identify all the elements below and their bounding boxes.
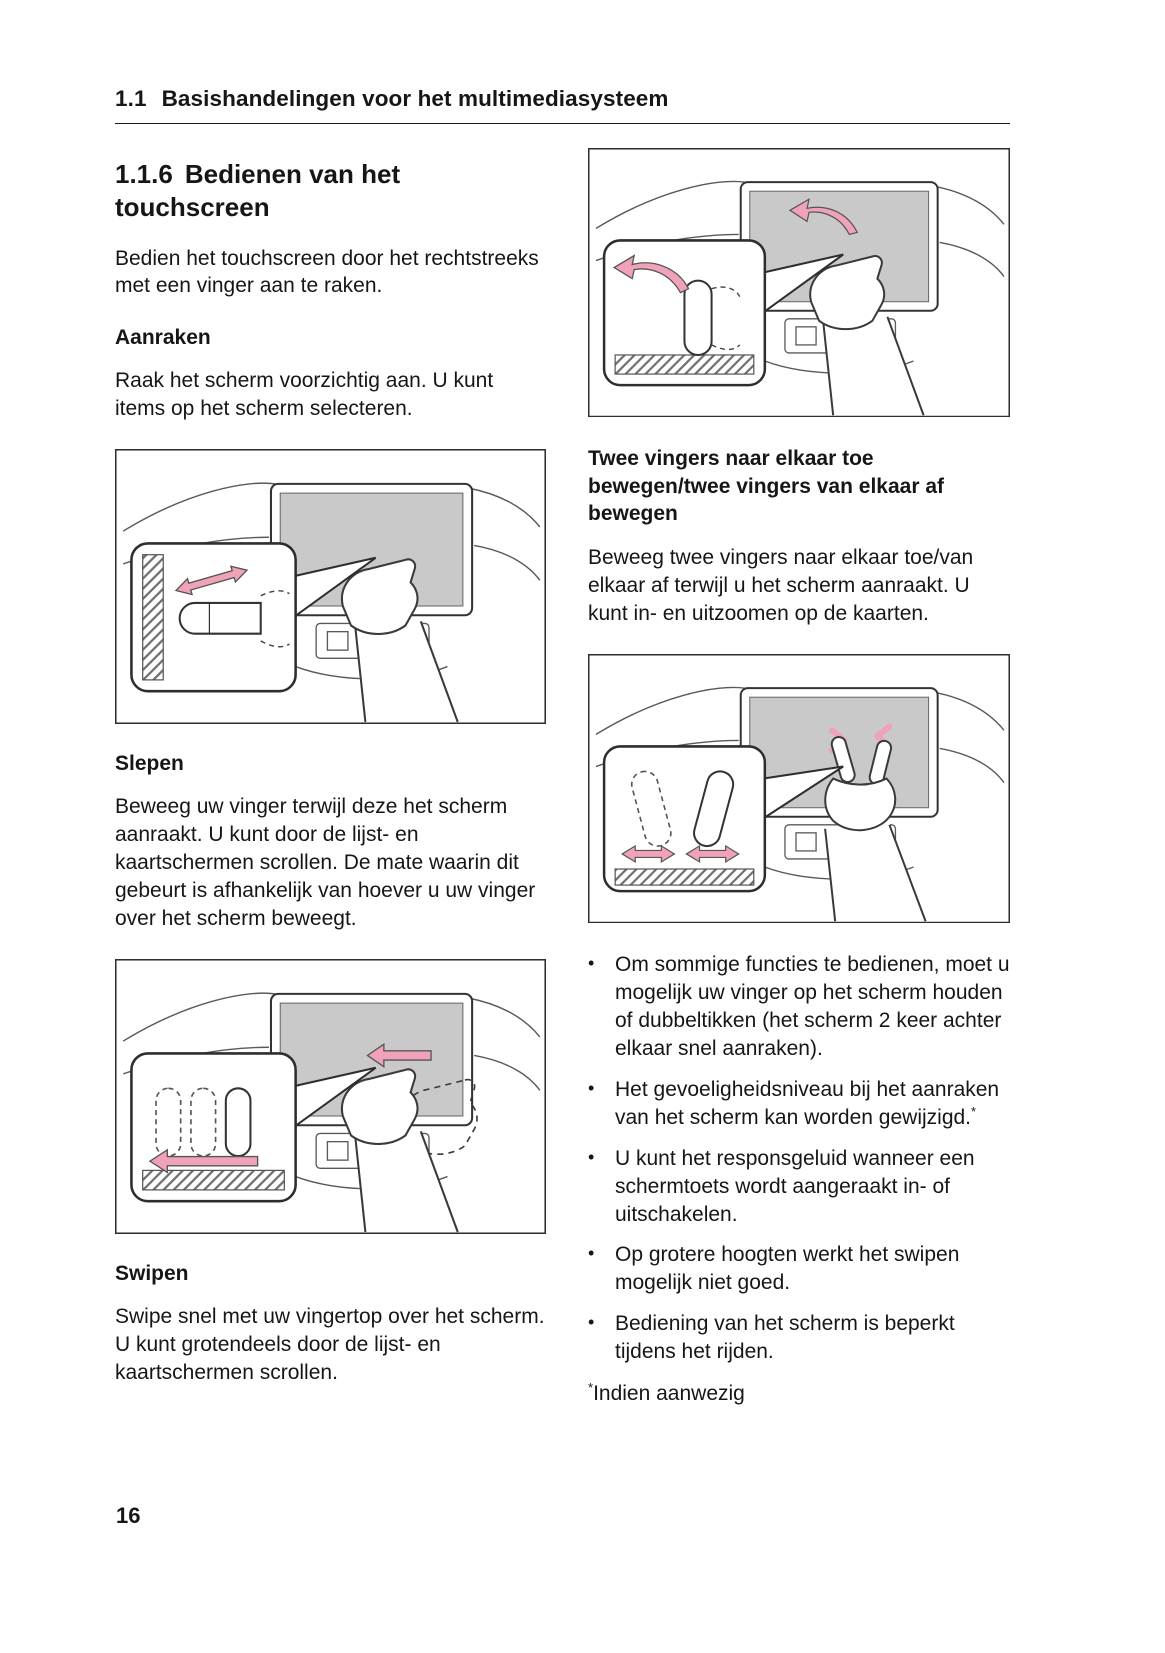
footnote-text: Indien aanwezig	[593, 1382, 745, 1406]
figure-swipe-gesture	[588, 148, 1010, 417]
figure-drag-gesture	[115, 959, 546, 1234]
footnote	[588, 1382, 1010, 1406]
heading-slepen: Slepen	[115, 752, 184, 776]
paragraph-aanraken: Raak het scherm voorzichtig aan. U kunt items op het scherm selecteren.	[115, 369, 494, 421]
right-column	[588, 148, 1010, 1413]
heading-pinch: Twee vingers naar elkaar toe bewegen/twee vingers van elkaar af bewegen	[588, 447, 944, 525]
list-item-text: Bediening van het scherm is beperkt tijdens het rijden.	[615, 1312, 955, 1364]
section-title	[115, 158, 546, 225]
figure-pinch-gesture	[588, 654, 1010, 923]
notes-list	[588, 951, 1010, 1366]
left-column	[115, 148, 546, 1413]
list-item	[588, 951, 1010, 1063]
header-section-number: 1.1	[115, 86, 147, 111]
section-title-text: Bedienen van het touchscreen	[115, 159, 401, 223]
paragraph-pinch: Beweeg twee vingers naar elkaar toe/van elkaar af terwijl u het scherm aanraakt. U kunt in- en uitzoomen op de kaarten.	[588, 546, 974, 625]
paragraph-slepen: Beweeg uw vinger terwijl deze het scherm aanraakt. U kunt door de lijst- en kaartschermen scrollen. De mate waarin dit gebeurt is afhankelijk van hoever u uw vinger over het scherm beweegt.	[115, 795, 536, 930]
two-column-layout	[115, 148, 1010, 1413]
list-item-text: Het gevoeligheidsniveau bij het aanraken van het scherm kan worden gewijzigd.*	[615, 1077, 1000, 1129]
figure-touch-gesture	[115, 449, 546, 724]
list-item	[588, 1241, 1010, 1297]
bullet-icon: •	[588, 1146, 595, 1167]
list-item-text: Om sommige functies te bedienen, moet u mogelijk uw vinger op het scherm houden of dubbeltikken (het scherm 2 keer achter elkaar snel aanraken).	[615, 953, 1010, 1060]
list-item-text: U kunt het responsgeluid wanneer een schermtoets wordt aangeraakt in- of uitschakelen.	[615, 1146, 975, 1226]
section-number: 1.1.6	[115, 159, 173, 189]
paragraph-swipen: Swipe snel met uw vingertop over het scherm. U kunt grotendeels door de lijst- en kaartschermen scrollen.	[115, 1304, 545, 1384]
list-item	[588, 1076, 1010, 1132]
intro-paragraph: Bedien het touchscreen door het rechtstreeks met een vinger aan te raken.	[115, 246, 539, 298]
list-item	[588, 1145, 1010, 1229]
bullet-icon: •	[588, 1077, 595, 1098]
touch-gesture-illustration	[115, 449, 546, 724]
page-header	[115, 86, 1010, 124]
bullet-icon: •	[588, 1312, 595, 1333]
list-item-text: Op grotere hoogten werkt het swipen mogelijk niet goed.	[615, 1243, 960, 1295]
swipe-gesture-illustration	[588, 148, 1010, 417]
header-section-title: Basishandelingen voor het multimediasysteem	[161, 86, 669, 111]
bullet-icon: •	[588, 953, 595, 974]
pinch-gesture-illustration	[588, 654, 1010, 923]
heading-swipen: Swipen	[115, 1261, 189, 1285]
list-item	[588, 1310, 1010, 1366]
page-number: 16	[116, 1503, 141, 1528]
drag-gesture-illustration	[115, 959, 546, 1234]
bullet-icon: •	[588, 1243, 595, 1264]
footnote-marker: *	[588, 1380, 594, 1396]
heading-aanraken: Aanraken	[115, 326, 211, 350]
